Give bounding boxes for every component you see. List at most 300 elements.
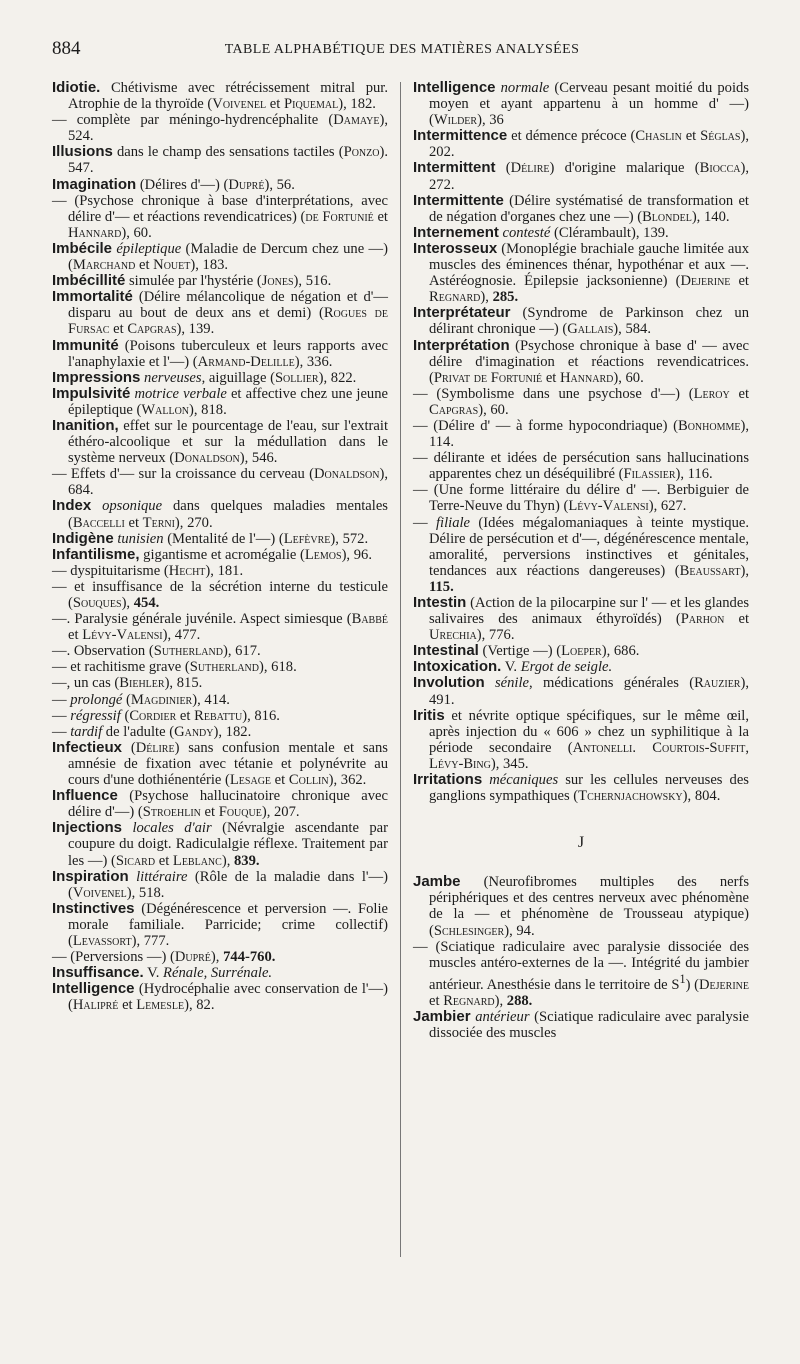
entry-text: prolongé — [70, 691, 123, 708]
entry-text: — (Psychose chronique à base d'interprétations, avec délire d'— et réactions revendicatrices) ( — [52, 192, 388, 225]
entry-author: Rauzier — [694, 675, 741, 692]
entry-text: (Délires d'—) ( — [136, 176, 229, 193]
entry-author: Tchernjachowsky — [578, 788, 683, 805]
entry-text: simulée par l'hystérie ( — [125, 273, 262, 290]
entry-author: Armand-Delille — [197, 353, 295, 370]
entry-author: Piquemal — [284, 96, 339, 113]
entry-author: Cordier — [129, 707, 177, 724]
entry-author: Rogues de Fursac — [68, 305, 388, 338]
entry-keyword: Internement — [413, 223, 499, 241]
index-entry — [413, 675, 749, 707]
entry-text: ), 627. — [648, 498, 687, 515]
entry-text: ). 547. — [68, 144, 388, 177]
entry-text: — — [52, 707, 71, 724]
index-entry — [52, 981, 388, 1013]
entry-text: ), 336. — [294, 353, 333, 370]
entry-text: ), — [494, 992, 507, 1009]
index-entry — [413, 450, 749, 482]
entry-text: ), 684. — [68, 466, 388, 499]
entry-author: Wilder — [433, 112, 478, 129]
index-entry — [413, 1009, 749, 1041]
index-entry — [52, 338, 388, 370]
entry-author: Regnard — [443, 992, 495, 1009]
entry-text: et — [200, 804, 219, 821]
entry-text: ), 36 — [477, 112, 504, 129]
entry-author: Chaslin — [635, 128, 682, 145]
entry-keyword: Interprétation — [413, 336, 510, 354]
entry-text: ( — [120, 707, 130, 724]
entry-author: Magdinier — [130, 691, 193, 708]
entry-text: — (Symbolisme dans une psychose d'—) ( — [413, 385, 694, 402]
index-entry — [52, 289, 388, 337]
entry-keyword: Intermittent — [413, 159, 496, 177]
index-entry — [413, 160, 749, 192]
entry-text: (Cerveau pesant moitié du poids moyen et ayant appartenu à un homme d' —) ( — [429, 80, 749, 129]
entry-text: et — [724, 611, 749, 628]
entry-author: Biocca — [699, 160, 741, 177]
entry-author: Loeper — [561, 643, 602, 660]
entry-text: dans quelques maladies mentales ( — [68, 498, 388, 531]
entry-text: ), 60. — [613, 369, 644, 386]
index-entry — [52, 418, 388, 466]
entry-text: et — [109, 321, 128, 338]
entry-author: Babbé — [351, 611, 388, 628]
entry-text: V. — [143, 965, 164, 982]
entry-text: ), 572. — [330, 530, 369, 547]
index-entry — [52, 611, 388, 643]
entry-text: — délirante et idées de persécution sans hallucinations apparentes chez un déséquilibré ( — [413, 450, 749, 483]
entry-text: (Vertige —) ( — [478, 643, 562, 660]
entry-text: (Action de la pilocarpine sur l' — et les glandes salivaires des animaux éthyroïdés) ( — [429, 595, 749, 628]
entry-text: ), — [121, 595, 134, 611]
index-entry — [52, 949, 388, 965]
index-entry — [413, 386, 749, 418]
entry-text: ), 96. — [341, 546, 372, 563]
entry-text — [485, 675, 495, 691]
entry-text: ), 183. — [190, 257, 229, 274]
entry-keyword: Injections — [52, 819, 123, 837]
index-entry — [52, 563, 388, 579]
entry-author: Baccelli — [72, 514, 125, 531]
entry-text: — Effets d'— sur la croissance du cerveau ( — [52, 466, 314, 483]
entry-text: ), 618. — [259, 659, 297, 676]
entry-text: (Sciatique radiculaire avec paralysie dissociée des muscles — [429, 1008, 749, 1041]
entry-author: Délire — [135, 739, 175, 756]
entry-author: Hecht — [168, 562, 206, 579]
entry-text: filiale — [435, 514, 471, 531]
entry-text: , médications générales ( — [529, 675, 695, 692]
entry-text: ), 777. — [131, 932, 170, 949]
entry-text: et — [68, 627, 83, 644]
entry-text: ), 822. — [318, 369, 357, 386]
index-entry — [52, 659, 388, 675]
entry-text: , aiguillage ( — [201, 369, 275, 386]
entry-text: mécaniques — [489, 772, 559, 789]
entry-text: ( — [495, 160, 511, 177]
index-entry — [413, 338, 749, 386]
entry-text: 744-760. — [223, 949, 276, 966]
entry-text: — (Une forme littéraire du délire d' —. Berbiguier de Terre-Neuve du Thyn) ( — [413, 482, 749, 515]
entry-text: —. Observation ( — [52, 643, 154, 660]
entry-author: Voivenel — [212, 96, 267, 113]
entry-text: — et rachitisme grave ( — [52, 659, 190, 676]
entry-text: et — [266, 96, 284, 113]
entry-author: Leroy — [693, 385, 730, 402]
entry-text — [129, 869, 136, 885]
index-entry — [413, 708, 749, 772]
entry-author: de Fortunié — [305, 208, 374, 225]
entry-text: 115. — [429, 578, 454, 595]
entry-keyword: Instinctives — [52, 899, 135, 917]
entry-text: ), 207. — [261, 804, 300, 821]
index-entry — [52, 740, 388, 788]
entry-author: Lemesle — [136, 997, 185, 1014]
entry-text: — (Perversions —) ( — [52, 949, 175, 966]
entry-text: sénile — [494, 675, 530, 692]
entry-text: ), 56. — [264, 176, 295, 193]
entry-text: (Poisons tuberculeux et leurs rapports avec l'anaphylaxie et l'—) ( — [68, 337, 388, 370]
entry-author: Terni — [142, 514, 175, 531]
entry-text: et — [373, 208, 388, 225]
entry-author: Nouet — [153, 257, 191, 274]
entry-text: et affective chez une jeune épileptique ( — [68, 385, 388, 418]
entry-text: et — [730, 273, 749, 290]
entry-text: ) d'origine malarique ( — [549, 160, 700, 177]
index-entry — [52, 177, 388, 193]
entry-text: normale — [500, 80, 550, 96]
entry-author: Regnard — [429, 289, 481, 306]
entry-text: et — [135, 257, 154, 274]
index-entry — [52, 144, 388, 176]
entry-text — [91, 498, 102, 514]
entry-text: ), 140. — [691, 208, 730, 225]
entry-text — [122, 820, 132, 836]
entry-text: ), 82. — [184, 997, 215, 1014]
entry-text: Rénale, Surrénale. — [163, 965, 273, 982]
entry-text: ), 815. — [164, 675, 203, 692]
entry-author: Leblanc — [172, 852, 222, 869]
entry-author: Donaldson — [174, 450, 240, 467]
entry-author: Antonelli — [572, 739, 633, 756]
entry-text: ), 524. — [68, 112, 388, 145]
index-entry — [52, 466, 388, 498]
index-entry — [52, 498, 388, 530]
entry-text: ), 94. — [504, 922, 535, 939]
index-entry — [52, 241, 388, 273]
entry-text: nerveuses — [144, 369, 202, 386]
entry-text: ), 477. — [162, 627, 201, 644]
index-entry — [413, 80, 749, 128]
index-entry — [413, 193, 749, 225]
entry-text: (Maladie de Dercum chez une —) ( — [68, 240, 388, 274]
entry-keyword: Intermittente — [413, 191, 504, 209]
entry-author: Sicard — [115, 852, 156, 869]
entry-author: Gallais — [567, 321, 614, 338]
entry-text: — dyspituitarisme ( — [52, 562, 169, 579]
entry-author: Collin — [288, 772, 329, 789]
entry-text: ), 114. — [429, 417, 749, 451]
index-entry — [413, 595, 749, 643]
entry-text: opsonique — [102, 498, 163, 515]
entry-author: Lefèvre — [283, 530, 331, 547]
entry-text: ), — [740, 562, 749, 579]
entry-text: (Psychose chronique à base d' — avec délire d'imagination et réactions revendicatrices. ( — [429, 337, 749, 386]
entry-text: antérieur — [475, 1008, 530, 1025]
entry-keyword: Interosseux — [413, 239, 498, 257]
entry-text: et — [729, 385, 749, 402]
index-entry — [413, 772, 749, 804]
entry-author: Sutherland — [189, 659, 260, 676]
entry-text: ) sans confusion mentale et sans amnésie de fixation avec tétanie et polynévrite au cours d'une dothiénentérie ( — [68, 739, 388, 789]
entry-text: (Clérambault), 139. — [550, 224, 669, 241]
entry-text: ), 546. — [239, 450, 278, 467]
entry-keyword: Impulsivité — [52, 384, 131, 402]
entry-keyword: Impressions — [52, 368, 141, 386]
entry-author: Blondel — [642, 208, 692, 225]
entry-text: ), 518. — [126, 884, 165, 901]
entry-text: ), 60. — [121, 224, 152, 241]
entry-text: (Mentalité de l'—) ( — [163, 530, 284, 547]
entry-keyword: Imbécillité — [52, 272, 126, 290]
entry-keyword: Idiotie. — [52, 79, 101, 96]
entry-text: de l'adulte ( — [102, 723, 175, 740]
entry-keyword: Jambe — [413, 873, 461, 891]
entry-keyword: Influence — [52, 787, 118, 805]
index-entry — [52, 692, 388, 708]
entry-keyword: Imbécile — [52, 239, 113, 257]
entry-text: ), — [221, 852, 234, 869]
entry-text: — — [52, 691, 71, 708]
entry-text: ), 617. — [222, 643, 261, 660]
entry-keyword: Iritis — [413, 706, 445, 724]
entry-text: ), 182. — [213, 723, 252, 740]
entry-text: tunisien — [117, 530, 164, 547]
entry-keyword: Intestinal — [413, 642, 479, 660]
entry-text: (Syndrome de Parkinson chez un délirant chronique —) ( — [429, 305, 749, 338]
entry-text: effet sur le pourcentage de l'eau, sur l'extrait éthéro-alcoolique et sur la médullation dans le système nerveux ( — [68, 417, 388, 467]
entry-text: contesté — [502, 224, 551, 241]
entry-keyword: Involution — [413, 674, 485, 692]
entry-text: ), 345. — [490, 755, 529, 772]
entry-text: 285. — [492, 289, 519, 306]
running-title: TABLE ALPHABÉTIQUE DES MATIÈRES ANALYSÉES — [224, 42, 580, 57]
entry-text: ), 272. — [429, 160, 749, 193]
entry-text: et — [542, 369, 561, 386]
entry-author: Lévy-Bing — [429, 755, 491, 772]
entry-text: ), 182. — [338, 96, 376, 113]
entry-author: Capgras — [127, 321, 177, 338]
entry-text: , — [745, 739, 749, 756]
entry-text: et névrite optique spécifiques, sur le même œil, après injection du « 606 » chez un syphilitique à la période secondaire ( — [429, 707, 749, 756]
entry-text: — (Sciatique radiculaire avec paralysie dissociée des muscles antéro-externes de la —. Intégrité du jambier antérieur. Anesthésie dans le territoire de S — [413, 938, 749, 993]
entry-text: et — [155, 852, 173, 869]
index-entry — [52, 724, 388, 740]
entry-text: tardif — [70, 723, 103, 740]
entry-author: Marchand — [72, 257, 136, 274]
index-entry — [413, 643, 749, 659]
entry-author: Courtois-Suffit — [652, 739, 746, 756]
index-entry — [52, 386, 388, 418]
page-number: 884 — [52, 38, 81, 59]
entry-author: Jones — [261, 273, 294, 290]
entry-text: et — [118, 997, 137, 1014]
entry-author: Sollier — [274, 369, 319, 386]
entry-text: ( — [122, 691, 131, 708]
entry-text: ), 818. — [189, 401, 227, 418]
entry-author: Halipré — [72, 997, 119, 1014]
index-entry — [413, 874, 749, 938]
entry-author: Stroehlin — [142, 804, 201, 821]
entry-text: littéraire — [136, 868, 188, 885]
index-entry — [52, 901, 388, 949]
entry-text: et démence précoce ( — [507, 128, 636, 145]
entry-text: ), 181. — [205, 562, 244, 579]
entry-keyword: Intelligence — [413, 79, 496, 96]
right-column-i-entries — [413, 80, 749, 804]
entry-text: et — [176, 707, 195, 724]
entry-author: Donaldson — [313, 466, 380, 483]
entry-text: ), 686. — [601, 643, 640, 660]
entry-text: ), 816. — [242, 707, 280, 724]
entry-author: Schlesinger — [433, 922, 505, 939]
entry-author: Biehler — [119, 675, 165, 692]
entry-keyword: Infantilisme, — [52, 545, 140, 563]
page-header — [52, 38, 752, 68]
entry-author: Filassier — [623, 466, 676, 483]
entry-author: Lesage — [229, 772, 272, 789]
entry-keyword: Jambier — [413, 1007, 471, 1025]
index-entry — [52, 531, 388, 547]
left-column — [52, 80, 388, 1013]
entry-keyword: Interprétateur — [413, 304, 511, 322]
entry-author: Lévy-Valensi — [568, 498, 649, 515]
entry-text: ), — [210, 949, 224, 966]
entry-text: gigantisme et acromégalie ( — [139, 546, 305, 563]
entry-text: Chétivisme avec rétrécissement mitral pur. Atrophie de la thyroïde ( — [68, 80, 388, 113]
entry-text: Ergot de seigle. — [520, 659, 613, 676]
entry-keyword: Illusions — [52, 143, 113, 161]
index-entry — [413, 939, 749, 1009]
entry-text: et — [681, 128, 701, 145]
entry-author: Levassort — [72, 932, 132, 949]
entry-text: (Idées mégalomaniaques à teinte mystique. Délire de persécution et d'—, dégénérescence mentale, amoralité, perversions instinctives et génitales, tendances aux réactions dangereuses) ( — [429, 514, 749, 579]
entry-keyword: Insuffisance. — [52, 964, 144, 982]
index-entry — [52, 112, 388, 144]
index-entry — [52, 708, 388, 724]
entry-text: épileptique — [116, 240, 182, 257]
index-entry — [52, 869, 388, 901]
entry-author: Dejerine — [699, 976, 749, 993]
entry-text: 1 — [679, 971, 686, 986]
entry-text: . — [632, 739, 653, 756]
index-entry — [52, 273, 388, 289]
entry-author: Hannard — [68, 224, 122, 241]
entry-keyword: Indigène — [52, 529, 114, 547]
entry-keyword: Index — [52, 497, 92, 515]
entry-text: ), 139. — [176, 321, 215, 338]
entry-keyword: Intestin — [413, 594, 467, 611]
index-entry — [52, 965, 388, 981]
entry-text: ), 116. — [675, 466, 713, 483]
entry-author: Dupré — [174, 949, 211, 966]
entry-text: ), — [480, 289, 493, 306]
entry-text: 454. — [133, 595, 160, 611]
entry-keyword: Infectieux — [52, 738, 123, 756]
entry-text: — — [52, 723, 71, 740]
index-entry — [413, 128, 749, 160]
entry-keyword: Inanition, — [52, 416, 119, 434]
entry-author: Fouque — [218, 804, 262, 821]
entry-text: et — [429, 992, 444, 1009]
entry-author: Rebattu — [194, 707, 243, 724]
entry-text: ), 491. — [429, 675, 749, 708]
entry-text: locales d'air — [132, 820, 212, 837]
entry-text: (Neurofibromes multiples des nerfs périphériques et des centres nerveux avec phénomène de la — et phénomène de Trousseau atypique) ( — [429, 874, 749, 939]
entry-author: Voivenel — [72, 884, 127, 901]
entry-keyword: Irritations — [413, 771, 483, 789]
index-entry — [52, 80, 388, 112]
section-letter-j: J — [577, 834, 585, 852]
entry-text: (Délire systématisé de transformation et de négation d'organes chez une —) ( — [429, 192, 749, 225]
entry-text: 839. — [234, 852, 260, 869]
entry-text: ) ( — [685, 976, 700, 993]
entry-author: Ponzo — [343, 144, 380, 161]
entry-text: —. Paralysie générale juvénile. Aspect simiesque ( — [52, 611, 352, 628]
entry-text: (Monoplégie brachiale gauche limitée aux muscles des éminences thénar, hypothénar et aux —. Astéréognosie. Épilepsie jacksonienne) ( — [429, 240, 749, 290]
entry-text: (Dégénérescence et perversion —. Folie morale familiale. Parricide; crime collectif) ( — [68, 900, 388, 949]
entry-text: et — [271, 772, 289, 789]
index-entry — [52, 547, 388, 563]
index-entry — [413, 418, 749, 450]
index-entry — [413, 305, 749, 337]
entry-text: et — [124, 514, 143, 531]
entry-text: (Rôle de la maladie dans l'—) ( — [68, 868, 388, 901]
entry-keyword: Inspiration — [52, 867, 129, 885]
entry-text: dans le champ des sensations tactiles ( — [112, 144, 344, 161]
entry-text: — complète par méningo-hydrencéphalite ( — [52, 112, 334, 129]
entry-text: ), 804. — [682, 788, 721, 805]
entry-author: Sutherland — [153, 643, 223, 660]
entry-text: ), 362. — [328, 772, 367, 789]
index-entry — [52, 193, 388, 241]
entry-author: Délire — [510, 160, 550, 177]
entry-keyword: Imagination — [52, 175, 137, 193]
index-entry — [52, 579, 388, 611]
entry-text: sur les cellules nerveuses des ganglions sympathiques ( — [429, 772, 749, 805]
entry-text: (Névralgie ascendante par coupure du doigt. Radiculalgie réflexe. Traitement par les —) ( — [68, 820, 388, 869]
entry-text: — (Délire d' — à forme hypocondriaque) ( — [413, 417, 678, 434]
right-column-j-entries — [413, 874, 749, 1041]
entry-author: Bonhomme — [677, 417, 741, 434]
entry-author: Dupré — [228, 176, 265, 193]
index-entry — [52, 675, 388, 691]
entry-text: ), 584. — [613, 321, 651, 338]
index-entry — [52, 820, 388, 868]
index-entry — [413, 659, 749, 675]
entry-text: —, un cas ( — [52, 675, 120, 692]
entry-author: Capgras — [429, 401, 479, 418]
column-divider — [400, 82, 401, 1257]
entry-text: ), 60. — [478, 401, 509, 418]
entry-text: (Hydrocéphalie avec conservation de l'—) ( — [68, 981, 388, 1014]
entry-author: Damaye — [333, 112, 380, 129]
entry-text: ), 414. — [192, 691, 230, 708]
entry-author: Dejerine — [680, 273, 731, 290]
entry-author: Souques — [72, 595, 122, 611]
entry-author: Gandy — [174, 723, 214, 740]
entry-text: (Délire mélancolique de négation et d'— disparu au bout de deux ans et demi) ( — [68, 289, 388, 322]
entry-author: Lemos — [304, 546, 342, 563]
